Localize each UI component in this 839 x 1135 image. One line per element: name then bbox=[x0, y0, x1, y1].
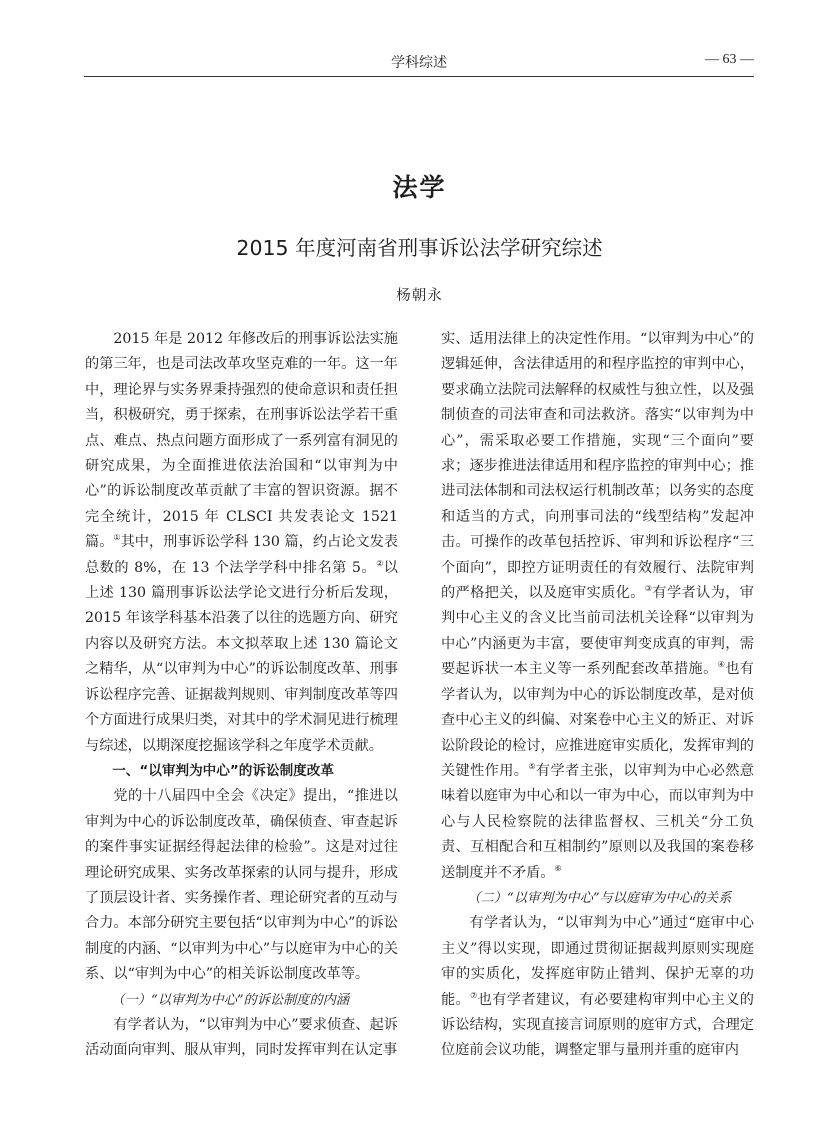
subsection-heading: （一）“以审判为中心”的诉讼制度的内涵 bbox=[111, 992, 350, 1008]
body-text: 也有学者建议，有必要建构审判中心主义的诉讼结构，实现直接言词原则的庭审方式，合理定位庭前会议功能，调整定罪与量刑并重的庭审内 bbox=[441, 991, 754, 1059]
left-column bbox=[85, 327, 398, 1064]
intro-paragraph bbox=[85, 327, 398, 759]
body-text: 以上述 130 篇刑事诉讼法学论文进行分析后发现，2015 年该学科基本沿袭了以往的选题方向、研究内容以及研究方法。本文拟萃取上述 130 篇论文之精华，从“以审判为中心”的诉讼制度改革、刑事诉讼程序完善、证据裁判规则、审判制度改革等四个方面进行成果归类，对其中的学术洞见进行梳理与综述，以期深度挖掘该学科之年度学术贡献。 bbox=[85, 559, 398, 754]
footnote-marker: ⑥ bbox=[554, 863, 562, 873]
article-title: 2015 年度河南省刑事诉讼法学研究综述 bbox=[236, 236, 603, 260]
body-text: 有学者认为，审判中心主义的含义比当前司法机关诠释“以审判为中心”内涵更为丰富，要使审判变成真的审判，需要起诉状一本主义等一系列配套改革措施。 bbox=[441, 585, 754, 678]
section-name: 学科综述 bbox=[391, 55, 447, 71]
body-paragraph: 有学者认为，“以审判为中心”要求侦查、起诉活动面向审判、服从审判，同时发挥审判在认定事 bbox=[85, 1016, 398, 1059]
body-paragraph bbox=[441, 911, 754, 1063]
subject-heading: 法学 bbox=[392, 173, 447, 202]
body-text: 有学者认为，“以审判为中心”通过“庭审中心主义”得以实现，即通过贯彻证据裁判原则实现庭审的实质化，发挥庭审防止错判、保护无辜的功能。 bbox=[441, 915, 754, 1008]
footnote-marker: ④ bbox=[717, 660, 726, 670]
right-column bbox=[441, 327, 754, 1064]
body-text: 2015 年是 2012 年修改后的刑事诉讼法实施的第三年，也是司法改革攻坚克难的一年。这一年中，理论界与实务界秉持强烈的使命意识和责任担当，积极研究，勇于探索，在刑事诉讼法学若干重点、难点、热点问题方面形成了一系列富有洞见的研究成果，为全面推进依法治国和“以审判为中心”的诉讼制度改革贡献了丰富的智识资源。据不完全统计，2015 年 CLSCI 共发表论文 1521 篇。 bbox=[85, 331, 398, 551]
footnote-marker: ① bbox=[113, 533, 121, 543]
footnote-marker: ⑦ bbox=[470, 990, 478, 1000]
page-number: — 63 — bbox=[705, 52, 754, 67]
section-heading: 一、“以审判为中心”的诉讼制度改革 bbox=[112, 762, 334, 779]
subsection-heading: （二）“以审判为中心”与以庭审为中心的关系 bbox=[467, 890, 732, 906]
footnote-marker: ③ bbox=[644, 584, 653, 594]
article-author: 杨朝永 bbox=[396, 288, 443, 304]
running-header bbox=[84, 52, 754, 74]
body-text: 有学者主张，以审判为中心必然意味着以庭审为中心和以一审为中心，而以审判为中心与人民检察院的法律监督权、三机关“分工负责、互相配合和互相制约”原则以及我国的案卷移送制度并不矛盾。 bbox=[441, 762, 754, 881]
footnote-marker: ② bbox=[376, 558, 384, 568]
body-text: 实、适用法律上的决定性作用。“以审判为中心”的逻辑延伸，含法律适用的和程序监控的审判中心，要求确立法院司法解释的权威性与独立性，以及强制侦查的司法审查和司法救济。落实“以审判为中心”，需采取必要工作措施，实现“三个面向”要求；逐步推进法律适用和程序监控的审判中心；推进司法体制和司法权运行机制改革；以务实的态度和适当的方式，向刑事司法的“线型结构”发起冲击。可操作的改革包括控诉、审判和诉讼程序“三个面向”，即控方证明责任的有效履行、法院审判的严格把关，以及庭审实质化。 bbox=[441, 331, 754, 602]
body-text: 也有学者认为，以审判为中心的诉讼制度改革，是对侦查中心主义的纠偏、对案卷中心主义的矫正、对诉讼阶段论的检讨，应推进庭审实质化，发挥审判的关键性作用。 bbox=[441, 661, 754, 779]
body-text: 其中，刑事诉讼学科 130 篇，约占论文发表总数的 8%，在 13 个法学学科中排名第 5。 bbox=[85, 534, 398, 576]
footnote-marker: ⑤ bbox=[528, 761, 536, 771]
body-paragraph bbox=[441, 327, 754, 886]
body-paragraph: 党的十八届四中全会《决定》提出，“推进以审判为中心的诉讼制度改革，确保侦查、审查起诉的案件事实证据经得起法律的检验”。这是对过往理论研究成果、实务改革探索的认同与提升，形成了顶层设计者、实务操作者、理论研究者的互动与合力。本部分研究主要包括“以审判为中心”的诉讼制度的内涵、“以审判为中心”与以庭审为中心的关系、以“审判为中心”的相关诉讼制度改革等。 bbox=[85, 788, 398, 983]
header-rule bbox=[84, 76, 754, 77]
